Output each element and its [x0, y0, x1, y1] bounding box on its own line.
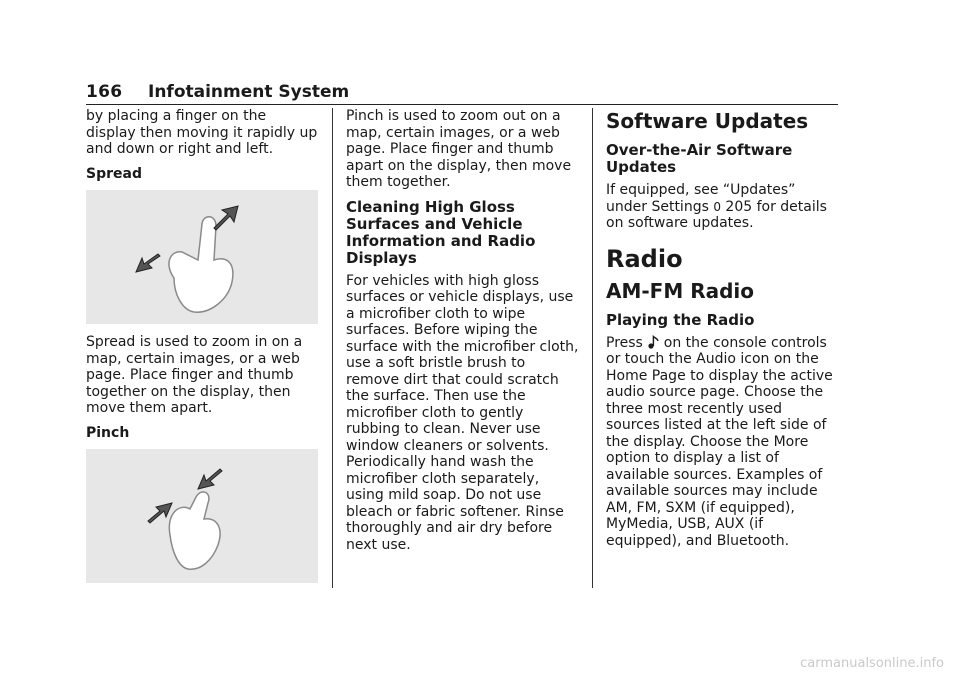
page-number: 166 — [86, 82, 123, 102]
spread-gesture-illustration — [86, 190, 318, 324]
ota-text-before: If equipped, see “Updates” under Settings — [606, 182, 796, 215]
pinch-label: Pinch — [86, 424, 130, 441]
music-note-icon — [647, 335, 659, 349]
cleaning-paragraph: For vehicles with high gloss surfaces or vehicle displays, use a microfiber cloth to wipe surfaces. Before wiping the surface with the microfiber cloth, use a soft bristle brush to remove dirt that could scratch the surface. Then use the microfiber cloth to gently rubbing to clean. Never use window cleaners or solvents. Periodically hand wash the microfiber cloth separately, using mild soap. Do not use bleach or fabric softener. Rinse thoroughly and air dry before next use. — [346, 272, 579, 553]
arrow-down-left-icon — [136, 254, 160, 272]
watermark: carmanualsonline.info — [800, 656, 944, 671]
playing-radio-heading: Playing the Radio — [606, 310, 755, 329]
spread-label: Spread — [86, 165, 142, 182]
cleaning-heading: Cleaning High Gloss Surfaces and Vehicle Information and Radio Displays — [346, 197, 536, 267]
page-header — [86, 82, 838, 105]
column-2 — [346, 108, 580, 561]
column-1 — [86, 108, 320, 593]
pinch-gesture-illustration — [86, 449, 318, 583]
playing-text-after: on the console controls or touch the Audio icon on the Home Page to display the active audio source page. Choose the three most recently used sources listed at the left side of the display. Choose the More option to display a list of available sources. Examples of available sources may include AM, FM, SXM (if equipped), MyMedia, USB, AUX (if equipped), and Bluetooth. — [606, 334, 833, 549]
ota-text-after: 205 for details on software updates. — [606, 198, 827, 231]
pinch-description: Pinch is used to zoom out on a map, certain images, or a web page. Place finger and thumb apart on the display, then move them together. — [346, 108, 572, 190]
playing-radio-paragraph — [606, 335, 840, 550]
radio-heading: Radio — [606, 244, 683, 273]
playing-text-before: Press — [606, 334, 643, 351]
hand-shape — [169, 217, 233, 312]
spread-description: Spread is used to zoom in on a map, certain images, or a web page. Place finger and thumb together on the display, then move them apart. — [86, 334, 303, 416]
arrow-down-left-icon — [198, 469, 222, 489]
column-divider — [592, 108, 593, 588]
arrow-up-right-icon — [148, 503, 172, 523]
intro-paragraph: by placing a finger on the display then moving it rapidly up and down or right and left. — [86, 108, 318, 157]
column-3 — [606, 108, 840, 557]
software-updates-heading: Software Updates — [606, 109, 809, 133]
hand-shape — [169, 492, 220, 569]
arrow-up-right-icon — [214, 206, 238, 230]
ota-paragraph — [606, 182, 840, 232]
column-divider — [332, 108, 333, 588]
am-fm-heading: AM-FM Radio — [606, 278, 755, 303]
chapter-title: Infotainment System — [148, 82, 350, 102]
ota-heading: Over-the-Air Software Updates — [606, 141, 793, 176]
page-reference-icon: 0 — [713, 199, 721, 214]
